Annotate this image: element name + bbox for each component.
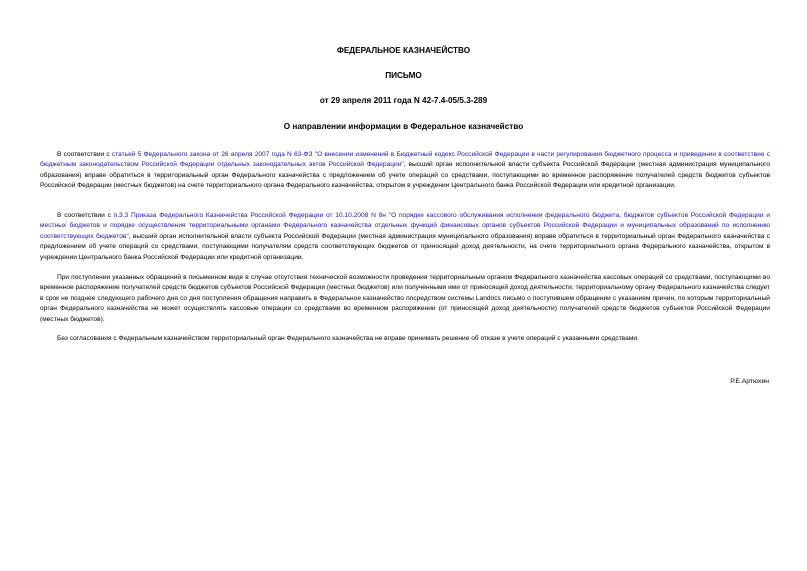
paragraph-1 [40,150,770,192]
paragraph-3: При поступлении указанных обращений в письменном виде в случае отсутствия технической возможности проведения территориальным органом Федерального казначейства кассовых операций со средствами, поступающими во временное распоряжение получателей средств бюджетов субъектов Российской Федерации (местных бюджетов) или полученными ими от приносящей доход деятельности, территориальному органу Федерального казначейства следует в срок не позднее следующего рабочего дня со дня поступления обращения направить в Федеральное казначейство посредством системы Landocs письмо о поступившем обращении с указанием причин, по которым территориальный орган Федерального казначейства не может осуществлять кассовые операции со средствами во временном распоряжении (от приносящей доход деятельности) получателей средств бюджетов субъектов Российской Федерации (местных бюджетов). [40,274,770,323]
paragraph-2-body: , высший орган исполнительной власти субъекта Российской Федерации (местная администрация муниципального образования) вправе обратиться в территориальный орган Федерального казначейства с предложением об учете операций со средствами, поступающими получателям средств соответствующих бюджетов от приносящей доход деятельности, на счете территориального органа Федерального казначейства, открытом в учреждении Центрального банка Российской Федерации или кредитной организации. [40,232,770,261]
paragraph-1-body: , высший орган исполнительной власти субъекта Российской Федерации (местная администрация муниципального образования) вправе обратиться в территориальный орган Федерального казначейства с предложением об учете операций со средствами, поступающими во временное распоряжение получателей средств бюджетов субъектов Российской Федерации (местных бюджетов) на счете территориального органа Федерального казначейства, открытом в учреждении Центрального банка Российской Федерации или кредитной организации. [40,161,770,190]
document-subject: О направлении информации в Федеральное казначейство [283,122,524,131]
document-type: ПИСЬМО [385,71,422,80]
document-date-number: от 29 апреля 2011 года N 42-7.4-05/5.3-289 [319,96,488,105]
order-clause-3-3-link[interactable]: п.3.3 Приказа Федерального Казначейства Российской Федерации от 10.10.2008 N 8н "О порядке кассового обслуживания исполнения федерального бюджета, бюджетов субъектов Российской Федерации и местных бюджетов и порядке осуществления территориальными органами Федерального казначейства отдельных функций финансовых органов субъектов Российской Федерации и муниципальных образований по исполнению соответствующих бюджетов" [40,212,770,240]
agency-title: ФЕДЕРАЛЬНОЕ КАЗНАЧЕЙСТВО [336,46,471,55]
paragraph-2-lead: В соответствии с [57,212,114,219]
paragraph-4: Без согласования с Федеральным казначейством территориальный орган Федерального казначейства не вправе принимать решение об отказе в учете операций с указанными средствами. [57,335,639,342]
law-article-5-link[interactable]: статьей 5 Федерального закона от 26 апреля 2007 года N 63-ФЗ "О внесении изменений в Бюджетный кодекс Российской Федерации в части регулирования бюджетного процесса и приведении в соответствие с бюджетным законодательством Российской Федерации отдельных законодательных актов Российской Федерации" [40,151,771,169]
paragraph-1-lead: В соответствии с [57,151,112,158]
signature: Р.Е.Артюхин [730,378,769,385]
paragraph-2 [40,211,770,263]
